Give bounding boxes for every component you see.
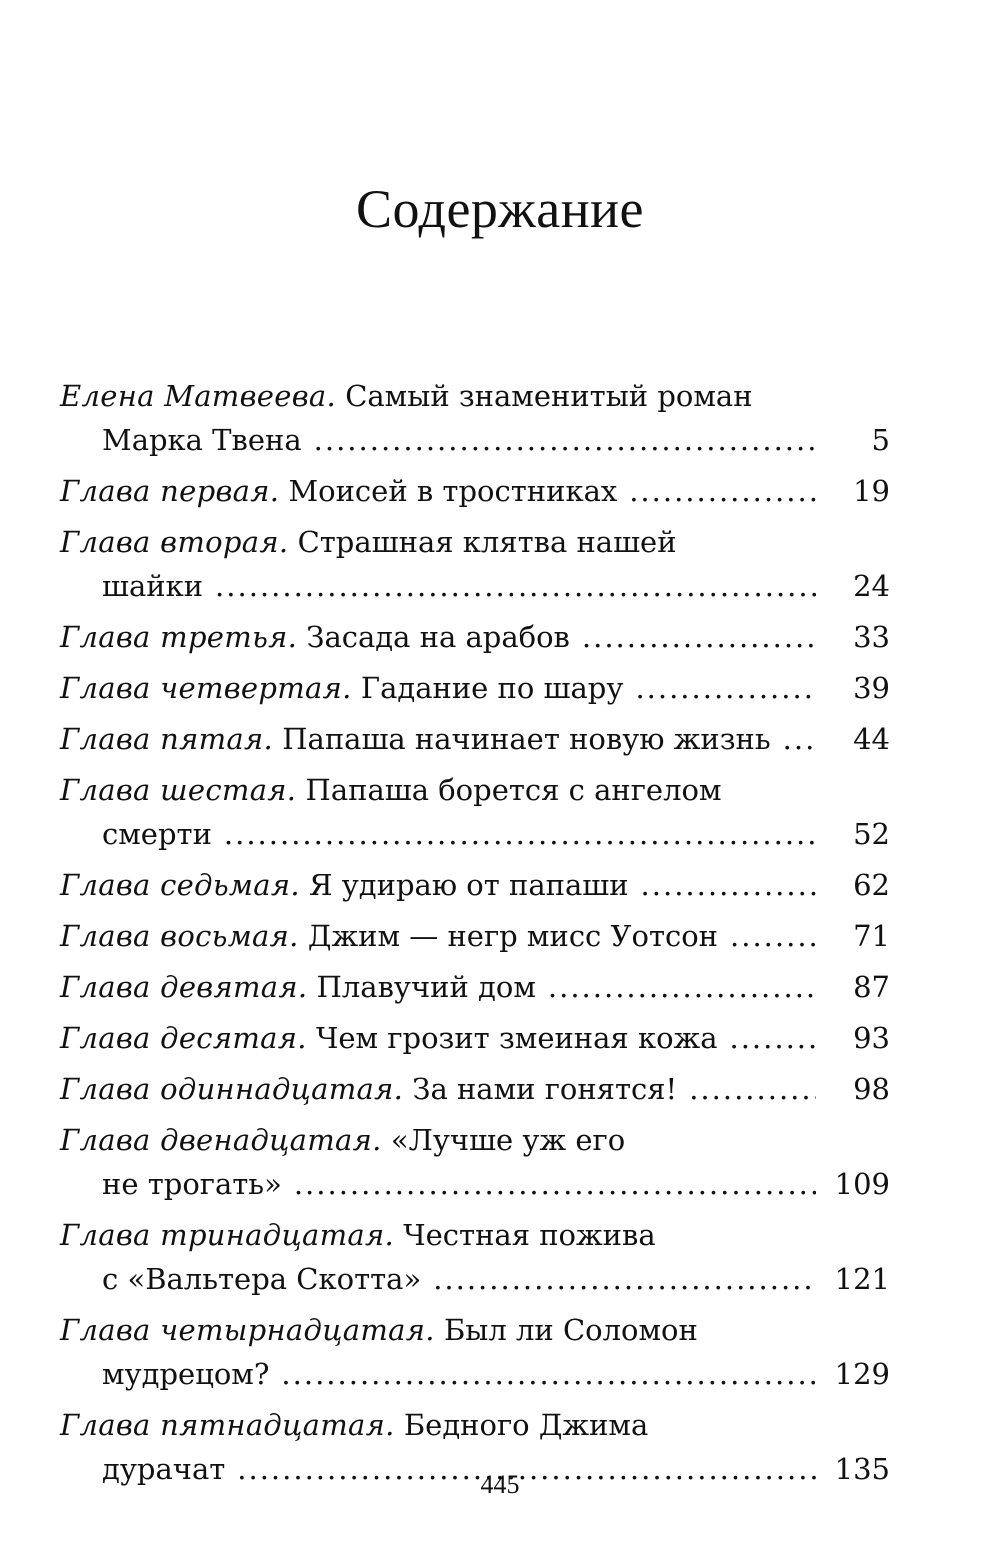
toc-entry-label: Глава десятая.: [60, 1021, 307, 1055]
toc-entry-page: 135: [834, 1452, 890, 1486]
toc-entry-label: Глава восьмая.: [60, 919, 299, 953]
toc-entry-page: 39: [853, 671, 890, 705]
toc-entry-title: Самый знаменитый роман: [345, 379, 753, 413]
toc-leader-dots: [783, 717, 816, 761]
toc-entry-title-cont: шайки: [102, 569, 204, 603]
toc-entry-title: Гадание по шару: [360, 671, 624, 705]
toc-entry-intro: [60, 374, 890, 462]
toc-entry-chapter-4: [60, 666, 890, 710]
toc-entry-title: Джим — негр мисс Уотсон: [307, 919, 719, 953]
page-title: Содержание: [356, 179, 644, 239]
toc-entry-page: 44: [853, 722, 890, 756]
toc-entry-chapter-2: [60, 520, 890, 608]
toc-entry-chapter-7: [60, 863, 890, 907]
toc-entry-label: Глава первая.: [60, 474, 280, 508]
toc-leader-dots: [281, 1352, 816, 1396]
toc-entry-chapter-6: [60, 768, 890, 856]
toc-entry-chapter-13: [60, 1213, 890, 1301]
toc-entry-page: 93: [853, 1021, 890, 1055]
toc-entry-chapter-12: [60, 1118, 890, 1206]
toc-entry-title: Был ли Соломон: [443, 1313, 698, 1347]
table-of-contents: [60, 374, 890, 1498]
toc-entry-title-cont: с «Вальтера Скотта»: [102, 1262, 422, 1296]
toc-entry-page: 52: [853, 817, 890, 851]
toc-leader-dots: [548, 965, 816, 1009]
toc-entry-label: Глава одиннадцатая.: [60, 1072, 404, 1106]
toc-entry-page: 87: [853, 970, 890, 1004]
toc-entry-chapter-8: [60, 914, 890, 958]
toc-leader-dots: [689, 1067, 816, 1111]
toc-entry-title-cont: дурачат: [102, 1452, 226, 1486]
toc-leader-dots: [582, 615, 816, 659]
toc-leader-dots: [629, 469, 816, 513]
toc-entry-page: 109: [834, 1167, 890, 1201]
toc-entry-label: Глава четвертая.: [60, 671, 352, 705]
toc-entry-chapter-9: [60, 965, 890, 1009]
toc-entry-chapter-11: [60, 1067, 890, 1111]
toc-entry-chapter-14: [60, 1308, 890, 1396]
toc-entry-label: Глава девятая.: [60, 970, 308, 1004]
toc-entry-title: Плавучий дом: [316, 970, 536, 1004]
toc-entry-label: Глава пятнадцатая.: [60, 1408, 395, 1442]
toc-entry-chapter-5: [60, 717, 890, 761]
toc-entry-page: 129: [834, 1357, 890, 1391]
toc-entry-page: 24: [853, 569, 890, 603]
toc-entry-title: Бедного Джима: [403, 1408, 649, 1442]
toc-leader-dots: [635, 666, 816, 710]
toc-entry-title: Моисей в тростниках: [288, 474, 618, 508]
toc-entry-title: Папаша начинает новую жизнь: [282, 722, 771, 756]
toc-entry-chapter-1: [60, 469, 890, 513]
toc-entry-title: Засада на арабов: [306, 620, 570, 654]
toc-entry-author: Елена Матвеева.: [60, 379, 336, 413]
toc-entry-label: Глава четырнадцатая.: [60, 1313, 435, 1347]
toc-leader-dots: [224, 812, 816, 856]
toc-entry-label: Глава пятая.: [60, 722, 274, 756]
toc-entry-page: 19: [853, 474, 890, 508]
toc-entry-page: 33: [853, 620, 890, 654]
toc-entry-title-cont: не трогать»: [102, 1167, 282, 1201]
page-number: 445: [480, 1470, 520, 1499]
toc-entry-title-cont: смерти: [102, 817, 212, 851]
toc-entry-label: Глава двенадцатая.: [60, 1123, 382, 1157]
toc-leader-dots: [730, 1016, 817, 1060]
toc-entry-page: 98: [853, 1072, 890, 1106]
toc-entry-label: Глава шестая.: [60, 773, 297, 807]
toc-entry-page: 121: [834, 1262, 890, 1296]
toc-entry-title: «Лучше уж его: [390, 1123, 626, 1157]
toc-entry-label: Глава третья.: [60, 620, 298, 654]
toc-leader-dots: [641, 863, 816, 907]
toc-entry-title: Я удираю от папаши: [309, 868, 629, 902]
toc-entry-title-cont: мудрецом?: [102, 1357, 270, 1391]
toc-entry-page: 71: [853, 919, 890, 953]
toc-entry-title: Честная пожива: [403, 1218, 656, 1252]
toc-leader-dots: [730, 914, 816, 958]
toc-entry-chapter-10: [60, 1016, 890, 1060]
toc-leader-dots: [433, 1257, 816, 1301]
toc-entry-title: За нами гонятся!: [412, 1072, 678, 1106]
toc-leader-dots: [314, 418, 816, 462]
toc-leader-dots: [215, 564, 816, 608]
toc-entry-title: Страшная клятва нашей: [297, 525, 677, 559]
toc-entry-page: 5: [871, 423, 890, 457]
toc-entry-title: Чем грозит змеиная кожа: [315, 1021, 718, 1055]
toc-entry-page: 62: [853, 868, 890, 902]
toc-leader-dots: [294, 1162, 816, 1206]
toc-entry-chapter-3: [60, 615, 890, 659]
toc-entry-title: Папаша борется с ангелом: [305, 773, 722, 807]
toc-entry-label: Глава седьмая.: [60, 868, 300, 902]
toc-entry-label: Глава тринадцатая.: [60, 1218, 394, 1252]
toc-entry-label: Глава вторая.: [60, 525, 289, 559]
toc-entry-title-cont: Марка Твена: [102, 423, 302, 457]
